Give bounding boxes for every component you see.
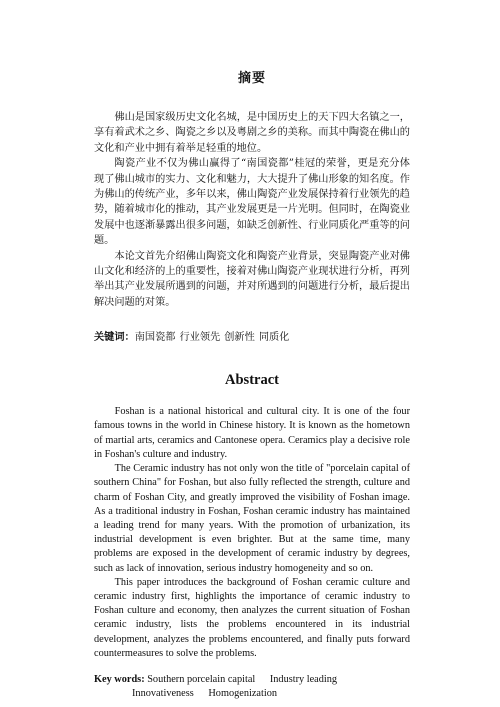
english-abstract-title: Abstract — [225, 372, 279, 389]
chinese-keywords-label: 关键词： — [94, 331, 135, 344]
english-paragraph-3: This paper introduces the background of Foshan ceramic culture and ceramic industry first, highlights the importance of ceramic industry to Foshan culture and economy, then analyzes the current situation of Foshan ceramic industry, lists the problems encountered in its industrial development, analyzes the problems encountered, and finally puts forward countermeasures to solve the problems. — [94, 576, 410, 659]
chinese-keyword: 南国瓷都 — [134, 332, 176, 344]
chinese-paragraph-1: 佛山是国家级历史文化名城，是中国历史上的天下四大名镇之一，享有着武术之乡、陶瓷之乡以及粤剧之乡的美称。而其中陶瓷在佛山的文化和产业中拥有着举足轻重的地位。 — [94, 112, 410, 154]
english-keyword: Southern porcelain capital — [147, 673, 256, 685]
english-keyword: Homogenization — [208, 688, 277, 700]
chinese-keyword: 行业领先 — [179, 332, 221, 344]
chinese-keyword: 同质化 — [258, 332, 290, 344]
chinese-keyword: 创新性 — [224, 332, 255, 344]
chinese-paragraph-3: 本论文首先介绍佛山陶瓷文化和陶瓷产业背景，突显陶瓷产业对佛山文化和经济的上的重要性，接着对佛山陶瓷产业现状进行分析，再列举出其产业发展所遇到的问题，并对所遇到的问题进行分析，最后提出解决问题的对策。 — [94, 250, 410, 308]
english-paragraph-2: The Ceramic industry has not only won the title of "porcelain capital of southern China" for Foshan, but also fully reflected the strength, culture and charm of Foshan City, and greatly improved the visibility of Foshan image. As a traditional industry in Foshan, Foshan ceramic industry has maintained a leading trend for many years. With the promotion of urbanization, its industrial development is even brighter. But at the same time, many problems are exposed in the development of ceramic industry by degrees, such as lack of innovation, serious industry homogeneity and so on. — [94, 463, 410, 574]
chinese-abstract-title: 摘要 — [237, 71, 266, 86]
english-keywords — [94, 673, 410, 701]
english-keyword: Industry leading — [269, 673, 338, 685]
english-keywords-label: Key words: — [94, 673, 145, 685]
english-abstract-body — [94, 405, 410, 661]
chinese-keywords — [94, 330, 410, 345]
english-paragraph-1: Foshan is a national historical and cultural city. It is one of the four famous towns in the world in Chinese history. It is known as the hometown of martial arts, ceramics and Cantonese opera. Ceramics play a decisive role in Foshan's culture and industry. — [94, 406, 410, 460]
chinese-abstract-body — [94, 110, 410, 310]
chinese-paragraph-2: 陶瓷产业不仅为佛山赢得了“南国瓷都”桂冠的荣誉，更是充分体现了佛山城市的实力、文化和魅力，大大提升了佛山形象的知名度。作为佛山的传统产业，多年以来，佛山陶瓷产业发展保持着行业领先的趋势，随着城市化的推动，其产业发展更是一片光明。但同时，在陶瓷业发展中也逐渐暴露出很多问题，如缺乏创新性、行业同质化严重等的问题。 — [94, 158, 410, 247]
english-keyword: Innovativeness — [132, 688, 194, 700]
